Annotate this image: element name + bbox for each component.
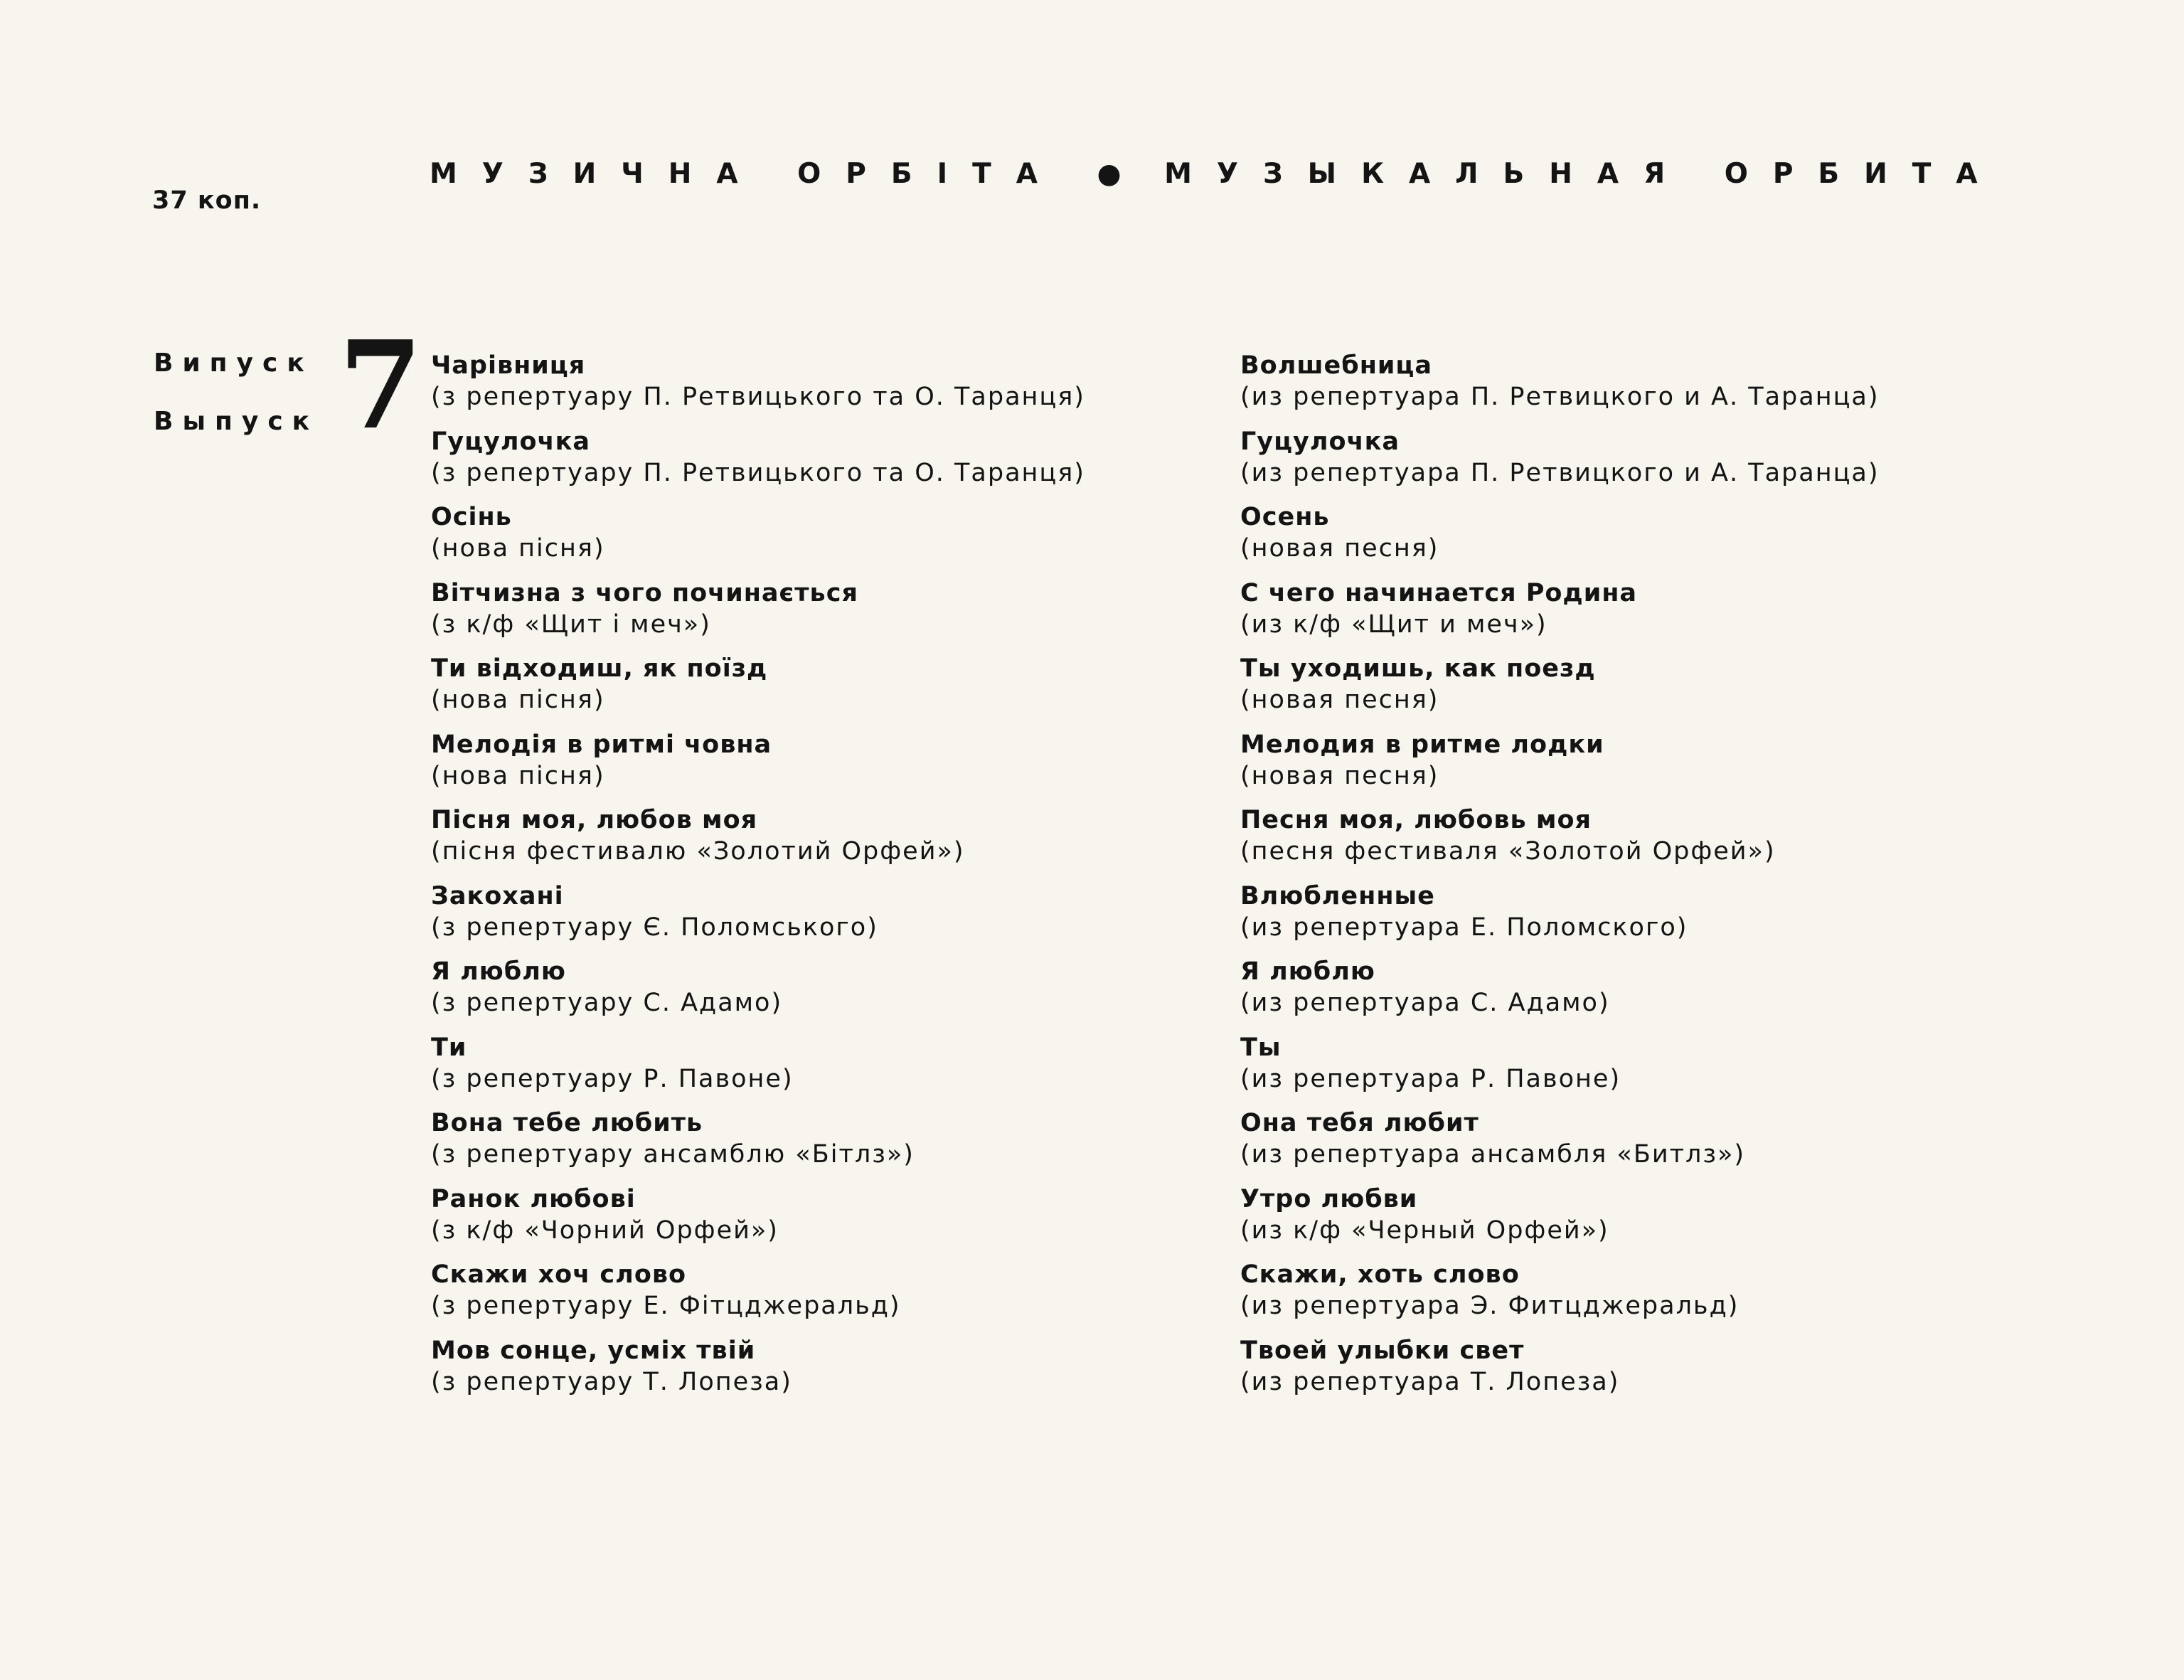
song-item [1240, 1259, 1880, 1335]
song-item [1240, 729, 1880, 805]
song-note: (з репертуару ансамблю «Бітлз») [431, 1140, 915, 1169]
song-item [431, 804, 1085, 881]
song-item [1240, 350, 1880, 426]
song-item [431, 578, 1085, 654]
song-list-russian [1240, 350, 1880, 1410]
song-item [431, 426, 1085, 502]
song-title: Ранок любові [431, 1184, 636, 1213]
song-title: Я люблю [1240, 957, 1375, 986]
song-title: Она тебя любит [1240, 1109, 1479, 1137]
song-title: Ты [1240, 1033, 1282, 1062]
song-item [431, 881, 1085, 957]
song-title: Скажи хоч слово [431, 1260, 687, 1289]
song-item [1240, 1335, 1880, 1411]
song-title: Чарівниця [431, 351, 586, 380]
song-title: С чего начинается Родина [1240, 578, 1638, 607]
song-item [1240, 1184, 1880, 1260]
series-title [430, 158, 2003, 190]
song-note: (новая песня) [1240, 761, 1439, 790]
song-item [431, 956, 1085, 1032]
song-note: (нова пісня) [431, 686, 605, 714]
song-title: Пісня моя, любов моя [431, 806, 758, 834]
issue-number: 7 [339, 314, 423, 457]
song-title: Песня моя, любовь моя [1240, 806, 1592, 834]
song-note: (нова пісня) [431, 534, 605, 563]
song-item [431, 653, 1085, 729]
song-title: Вона тебе любить [431, 1109, 703, 1137]
song-note: (из репертуара П. Ретвицкого и А. Таранца) [1240, 383, 1880, 411]
song-item [1240, 881, 1880, 957]
song-item [431, 1032, 1085, 1108]
song-note: (новая песня) [1240, 686, 1439, 714]
song-title: Волшебница [1240, 351, 1432, 380]
song-item [431, 1184, 1085, 1260]
song-title: Вітчизна з чого починається [431, 578, 858, 607]
song-note: (з репертуару Є. Поломського) [431, 913, 878, 942]
song-item [1240, 1032, 1880, 1108]
song-title: Утро любви [1240, 1184, 1418, 1213]
price-label: 37 коп. [152, 186, 262, 215]
song-title: Ты уходишь, как поезд [1240, 654, 1596, 683]
song-note: (из к/ф «Щит и меч») [1240, 610, 1548, 639]
series-separator-dot: ● [1097, 158, 1130, 190]
song-item [1240, 956, 1880, 1032]
song-title: Мелодія в ритмі човна [431, 730, 772, 759]
song-title: Влюбленные [1240, 881, 1435, 910]
song-note: (из репертуара С. Адамо) [1240, 989, 1610, 1017]
song-item [1240, 804, 1880, 881]
song-note: (з репертуару Е. Фітцджеральд) [431, 1292, 901, 1320]
series-title-uk: МУЗИЧНА ОРБІТА [430, 158, 1062, 190]
song-title: Закохані [431, 881, 564, 910]
song-item [1240, 426, 1880, 502]
song-title: Ти відходиш, як поїзд [431, 654, 768, 683]
song-item [431, 1107, 1085, 1184]
song-title: Осень [1240, 503, 1330, 531]
song-item [431, 1335, 1085, 1411]
song-title: Осінь [431, 503, 512, 531]
song-note: (из репертуара Т. Лопеза) [1240, 1367, 1620, 1396]
song-title: Гуцулочка [1240, 427, 1400, 456]
song-title: Мелодия в ритме лодки [1240, 730, 1604, 759]
song-note: (из репертуара ансамбля «Битлз») [1240, 1140, 1746, 1169]
issue-labels [154, 347, 319, 464]
issue-label-uk: Випуск [154, 349, 314, 378]
issue-label-ru: Выпуск [154, 407, 319, 436]
song-title: Скажи, хоть слово [1240, 1260, 1520, 1289]
song-item [431, 729, 1085, 805]
song-item [1240, 1107, 1880, 1184]
song-item [431, 350, 1085, 426]
song-note: (з репертуару С. Адамо) [431, 989, 783, 1017]
song-note: (из репертуара П. Ретвицкого и А. Таранца) [1240, 458, 1880, 487]
series-title-ru: МУЗЫКАЛЬНАЯ ОРБИТА [1164, 158, 2003, 190]
song-item [431, 1259, 1085, 1335]
song-note: (з репертуару П. Ретвицького та О. Таранця) [431, 383, 1085, 411]
song-note: (из к/ф «Черный Орфей») [1240, 1216, 1609, 1245]
song-title: Мов сонце, усміх твій [431, 1336, 756, 1365]
song-note: (з репертуару П. Ретвицького та О. Таранця) [431, 458, 1085, 487]
song-note: (нова пісня) [431, 761, 605, 790]
song-note: (з к/ф «Чорний Орфей») [431, 1216, 779, 1245]
song-item [1240, 578, 1880, 654]
song-note: (из репертуара Э. Фитцджеральд) [1240, 1292, 1740, 1320]
song-title: Твоей улыбки свет [1240, 1336, 1525, 1365]
song-note: (з к/ф «Щит і меч») [431, 610, 711, 639]
song-note: (из репертуара Е. Поломского) [1240, 913, 1688, 942]
song-note: (из репертуара Р. Павоне) [1240, 1064, 1621, 1093]
song-note: (новая песня) [1240, 534, 1439, 563]
song-note: (песня фестиваля «Золотой Орфей») [1240, 837, 1776, 866]
song-item [1240, 501, 1880, 578]
song-note: (з репертуару Т. Лопеза) [431, 1367, 792, 1396]
song-note: (з репертуару Р. Павоне) [431, 1064, 794, 1093]
song-item [431, 501, 1085, 578]
song-title: Гуцулочка [431, 427, 590, 456]
song-list-ukrainian [431, 350, 1085, 1410]
song-note: (пісня фестивалю «Золотий Орфей») [431, 837, 965, 866]
song-title: Я люблю [431, 957, 566, 986]
song-title: Ти [431, 1033, 467, 1062]
song-item [1240, 653, 1880, 729]
